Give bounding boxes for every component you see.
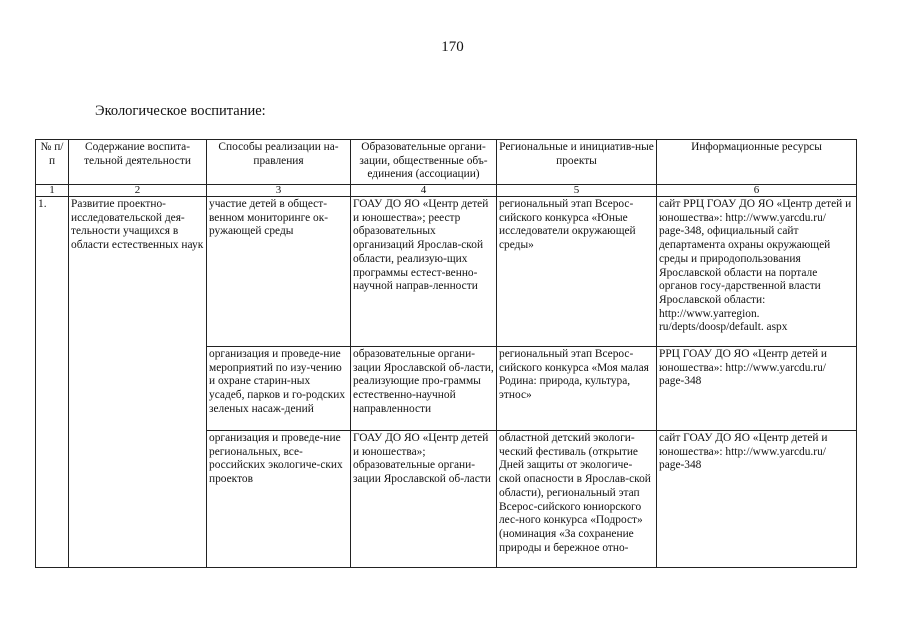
resources-cell: РРЦ ГОАУ ДО ЯО «Центр детей и юношества»: http://www.yarcdu.ru/ page-348 (657, 347, 857, 431)
projects-cell: областной детский экологи-ческий фестиваль (открытие Дней защиты от экологиче-ской опасности в Ярослав-ской области), региональный этап Всерос-сийского юниорского лес-ного конкурса «Подрост» (номинация «За сохранение природы и бережное отно- (497, 431, 657, 568)
column-number: 5 (497, 185, 657, 197)
method-cell: организация и проведе-ние мероприятий по изу-чению и охране старин-ных усадеб, парков и го-родских зеленых насаж-дений (207, 347, 351, 431)
column-number: 4 (351, 185, 497, 197)
header-cell-resources: Информационные ресурсы (657, 140, 857, 185)
organizations-cell: образовательные органи-зации Ярославской об-ласти, реализующие про-граммы естественно-научной направленности (351, 347, 497, 431)
method-cell: участие детей в общест-венном мониторинге ок-ружающей среды (207, 197, 351, 347)
method-cell: организация и проведе-ние региональных, все-российских экологиче-ских проектов (207, 431, 351, 568)
column-number: 2 (69, 185, 207, 197)
resources-cell: сайт ГОАУ ДО ЯО «Центр детей и юношества»: http://www.yarcdu.ru/ page-348 (657, 431, 857, 568)
column-number: 1 (36, 185, 69, 197)
resources-cell: сайт РРЦ ГОАУ ДО ЯО «Центр детей и юношества»: http://www.yarcdu.ru/ page-348, официальный сайт департамента охраны окружающей среды и природопользования Ярославской области на портале органов госу-дарственной власти Ярославской области: http://www.yarregion. ru/depts/doosp/default. aspx (657, 197, 857, 347)
projects-cell: региональный этап Всерос-сийского конкурса «Моя малая Родина: природа, культура, этнос» (497, 347, 657, 431)
organizations-cell: ГОАУ ДО ЯО «Центр детей и юношества»; реестр образовательных организаций Ярослав-ской области, реализую-щих программы естест-венно-научной направ-ленности (351, 197, 497, 347)
row-number-cell: 1. (36, 197, 69, 568)
column-number: 6 (657, 185, 857, 197)
projects-cell: региональный этап Всерос-сийского конкурса «Юные исследователи окружающей среды» (497, 197, 657, 347)
content-cell: Развитие проектно-исследовательской дея-тельности учащихся в области естественных наук (69, 197, 207, 568)
table-row (36, 197, 857, 347)
ecology-education-table (35, 139, 857, 568)
table-header-row (36, 140, 857, 185)
header-cell-number: № п/п (36, 140, 69, 185)
column-number-row (36, 185, 857, 197)
header-cell-organizations: Образовательные органи-зации, общественные объ-единения (ассоциации) (351, 140, 497, 185)
organizations-cell: ГОАУ ДО ЯО «Центр детей и юношества»; образовательные органи-зации Ярославской об-ласти (351, 431, 497, 568)
header-cell-projects: Региональные и инициатив-ные проекты (497, 140, 657, 185)
page-number: 170 (441, 39, 464, 55)
header-cell-methods: Способы реализации на-правления (207, 140, 351, 185)
column-number: 3 (207, 185, 351, 197)
section-title: Экологическое воспитание: (95, 103, 266, 119)
header-cell-content: Содержание воспита-тельной деятельности (69, 140, 207, 185)
